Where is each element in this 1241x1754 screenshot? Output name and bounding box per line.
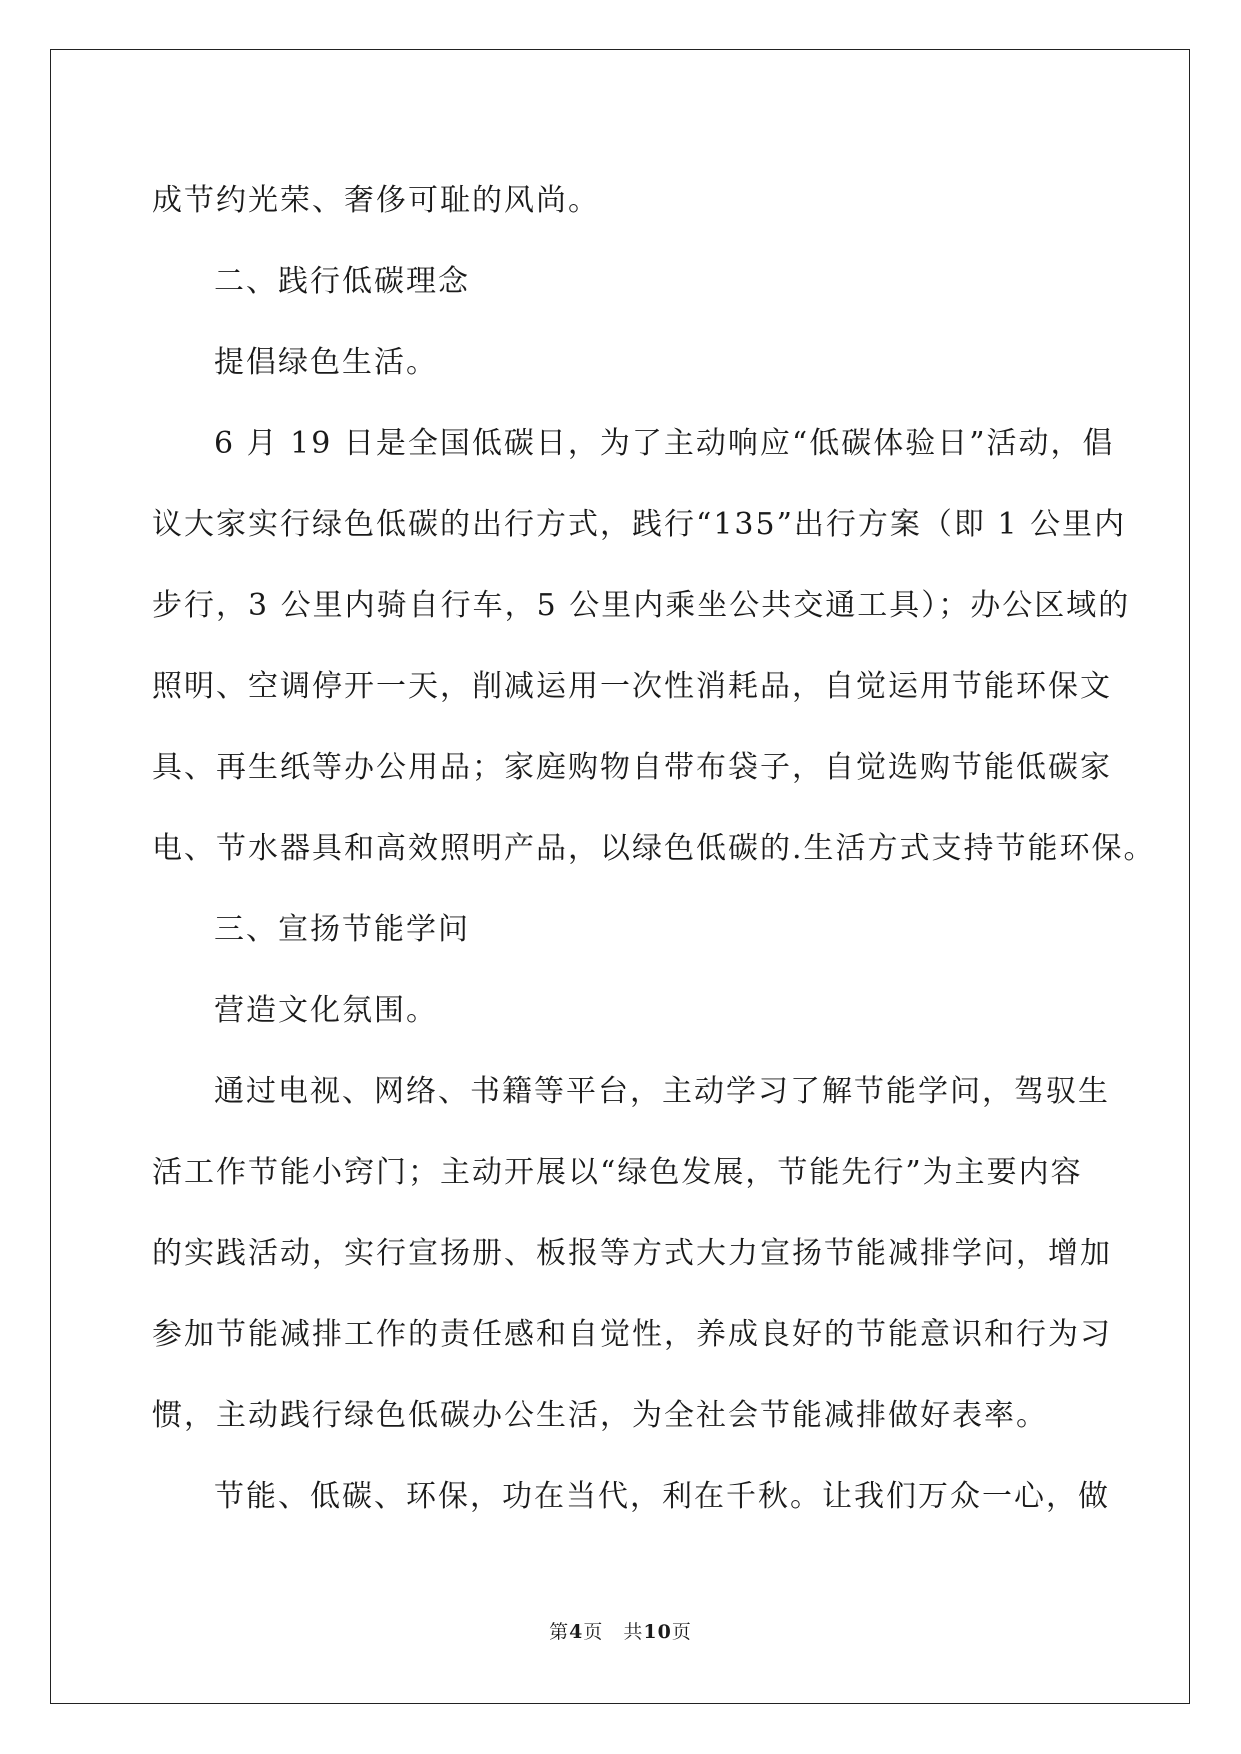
text-line: 三、宣扬节能学问	[214, 912, 470, 947]
paragraph	[152, 970, 1090, 1051]
text-line: 节能、低碳、环保，功在当代，利在千秋。让我们万众一心，做	[214, 1479, 1110, 1514]
footer-middle: 页 共	[583, 1621, 644, 1643]
paragraph	[152, 1051, 1112, 1456]
text-line: 参加节能减排工作的责任感和自觉性，养成良好的节能意识和行为习	[152, 1317, 1112, 1352]
total-page-number: 10	[643, 1621, 672, 1643]
current-page-number: 4	[569, 1621, 584, 1643]
text-line: 步行，3 公里内骑自行车，5 公里内乘坐公共交通工具）；办公区域的	[152, 588, 1131, 623]
text-line: 惯，主动践行绿色低碳办公生活，为全社会节能减排做好表率。	[152, 1398, 1048, 1433]
text-line: 的实践活动，实行宣扬册、板报等方式大力宣扬节能减排学问，增加	[152, 1236, 1112, 1271]
text-line: 6 月 19 日是全国低碳日，为了主动响应“低碳体验日”活动，倡	[214, 426, 1115, 461]
paragraph	[152, 322, 1090, 403]
page-footer	[0, 1617, 1241, 1644]
text-line: 活工作节能小窍门；主动开展以“绿色发展，节能先行”为主要内容	[152, 1155, 1083, 1190]
paragraph	[152, 160, 1090, 241]
text-line: 照明、空调停开一天，削减运用一次性消耗品，自觉运用节能环保文	[152, 669, 1112, 704]
footer-prefix: 第	[549, 1621, 570, 1643]
text-line: 通过电视、网络、书籍等平台，主动学习了解节能学问，驾驭生	[214, 1074, 1110, 1109]
paragraph	[152, 1456, 1110, 1537]
text-line: 二、践行低碳理念	[214, 264, 470, 299]
text-line: 营造文化氛围。	[214, 993, 438, 1028]
paragraph	[152, 403, 1156, 889]
document-body	[152, 160, 1156, 1537]
text-line: 提倡绿色生活。	[214, 345, 438, 380]
footer-suffix: 页	[671, 1621, 692, 1643]
text-line: 电、节水器具和高效照明产品，以绿色低碳的.生活方式支持节能环保。	[152, 831, 1156, 866]
text-line: 成节约光荣、奢侈可耻的风尚。	[152, 183, 600, 218]
paragraph	[152, 889, 1090, 970]
paragraph	[152, 241, 1090, 322]
text-line: 具、再生纸等办公用品；家庭购物自带布袋子，自觉选购节能低碳家	[152, 750, 1112, 785]
text-line: 议大家实行绿色低碳的出行方式，践行“135”出行方案（即 1 公里内	[152, 507, 1127, 542]
